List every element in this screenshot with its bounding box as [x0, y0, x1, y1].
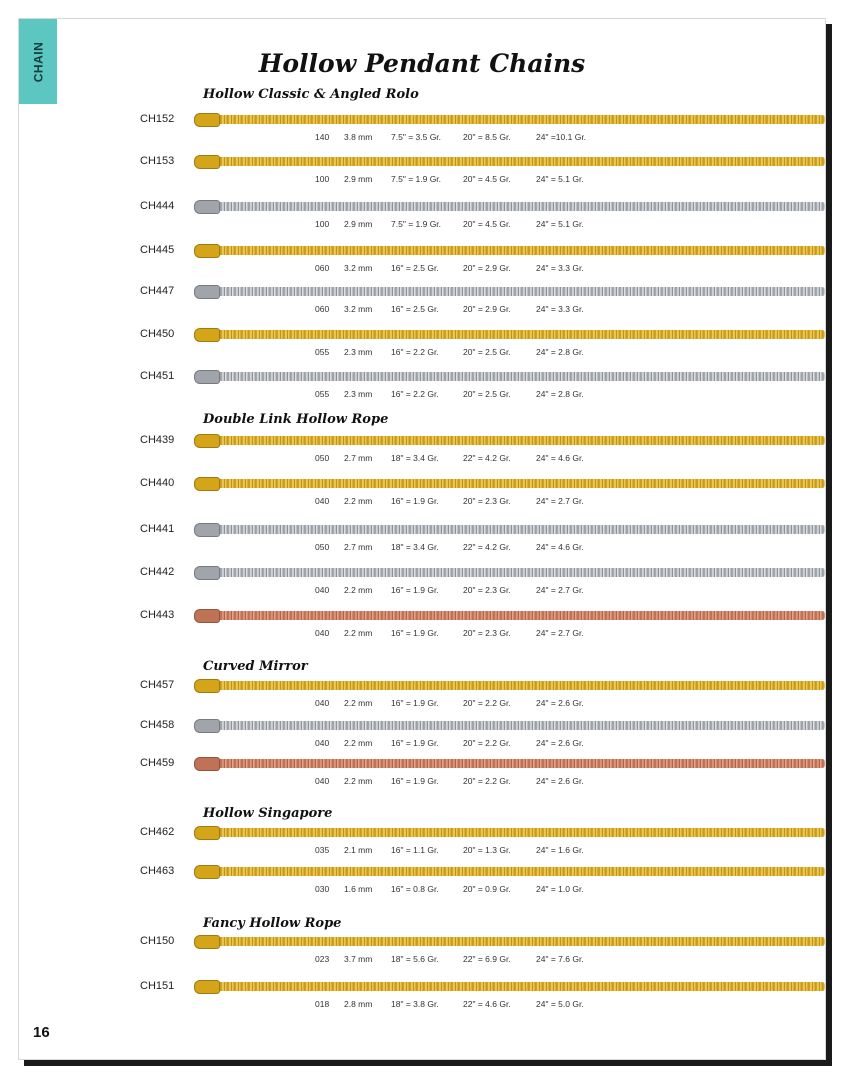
chain-spec: 040 — [315, 776, 330, 786]
chain-spec: 22" = 4.6 Gr. — [463, 999, 511, 1009]
chain-spec: 040 — [315, 496, 330, 506]
chain-spec: 16" = 2.2 Gr. — [391, 347, 439, 357]
chain-image — [197, 611, 825, 620]
chain-spec: 3.2 mm — [344, 304, 373, 314]
chain-spec: 140 — [315, 132, 330, 142]
clasp-image — [194, 477, 220, 491]
chain-code: CH457 — [140, 679, 175, 691]
chain-spec: 20" = 2.3 Gr. — [463, 496, 511, 506]
chain-spec: 2.2 mm — [344, 496, 373, 506]
chain-image — [197, 681, 825, 690]
page-number: 16 — [33, 1024, 50, 1041]
chain-spec: 2.3 mm — [344, 347, 373, 357]
chain-spec: 040 — [315, 628, 330, 638]
chain-spec: 24" = 3.3 Gr. — [536, 263, 584, 273]
section-title: Fancy Hollow Rope — [203, 916, 342, 931]
chain-image — [197, 525, 825, 534]
chain-spec: 2.9 mm — [344, 219, 373, 229]
chain-image — [197, 982, 825, 991]
section-title: Double Link Hollow Rope — [203, 412, 389, 427]
chain-code: CH153 — [140, 155, 175, 167]
chain-code: CH444 — [140, 200, 175, 212]
chain-image — [197, 330, 825, 339]
chain-spec: 040 — [315, 698, 330, 708]
chain-spec: 24" = 2.7 Gr. — [536, 585, 584, 595]
chain-spec: 16" = 1.9 Gr. — [391, 585, 439, 595]
chain-code: CH151 — [140, 980, 175, 992]
chain-spec: 24" = 2.6 Gr. — [536, 698, 584, 708]
chain-code: CH459 — [140, 757, 175, 769]
chain-spec: 16" = 1.9 Gr. — [391, 776, 439, 786]
clasp-image — [194, 679, 220, 693]
chain-spec: 18" = 3.4 Gr. — [391, 542, 439, 552]
chain-spec: 24" = 5.1 Gr. — [536, 174, 584, 184]
chain-spec: 2.2 mm — [344, 698, 373, 708]
catalog-page — [18, 18, 826, 1060]
chain-spec: 16" = 1.9 Gr. — [391, 738, 439, 748]
clasp-image — [194, 980, 220, 994]
chain-code: CH439 — [140, 434, 175, 446]
chain-spec: 24" = 7.6 Gr. — [536, 954, 584, 964]
chain-spec: 16" = 0.8 Gr. — [391, 884, 439, 894]
clasp-image — [194, 865, 220, 879]
chain-spec: 22" = 4.2 Gr. — [463, 542, 511, 552]
chain-spec: 22" = 6.9 Gr. — [463, 954, 511, 964]
chain-spec: 2.2 mm — [344, 776, 373, 786]
clasp-image — [194, 609, 220, 623]
chain-spec: 24" = 1.6 Gr. — [536, 845, 584, 855]
chain-spec: 24" = 2.7 Gr. — [536, 496, 584, 506]
chain-code: CH445 — [140, 244, 175, 256]
chain-spec: 2.3 mm — [344, 389, 373, 399]
chain-spec: 055 — [315, 389, 330, 399]
clasp-image — [194, 523, 220, 537]
chain-spec: 3.8 mm — [344, 132, 373, 142]
chain-image — [197, 721, 825, 730]
clasp-image — [194, 826, 220, 840]
chain-spec: 2.7 mm — [344, 453, 373, 463]
chain-spec: 20" = 2.2 Gr. — [463, 776, 511, 786]
chain-spec: 24" = 2.8 Gr. — [536, 389, 584, 399]
chain-spec: 20" = 4.5 Gr. — [463, 174, 511, 184]
chain-spec: 050 — [315, 453, 330, 463]
chain-code: CH451 — [140, 370, 175, 382]
chain-spec: 7.5" = 3.5 Gr. — [391, 132, 442, 142]
clasp-image — [194, 244, 220, 258]
chain-spec: 2.8 mm — [344, 999, 373, 1009]
chain-spec: 2.7 mm — [344, 542, 373, 552]
chain-spec: 18" = 3.8 Gr. — [391, 999, 439, 1009]
chain-spec: 16" = 1.9 Gr. — [391, 628, 439, 638]
chain-code: CH441 — [140, 523, 175, 535]
chain-spec: 16" = 1.9 Gr. — [391, 698, 439, 708]
chain-spec: 24" = 3.3 Gr. — [536, 304, 584, 314]
chain-spec: 20" = 2.2 Gr. — [463, 698, 511, 708]
chain-spec: 20" = 2.5 Gr. — [463, 347, 511, 357]
chain-spec: 7.5" = 1.9 Gr. — [391, 219, 442, 229]
chain-spec: 18" = 5.6 Gr. — [391, 954, 439, 964]
chain-spec: 20" = 2.3 Gr. — [463, 585, 511, 595]
clasp-image — [194, 155, 220, 169]
chain-spec: 7.5" = 1.9 Gr. — [391, 174, 442, 184]
clasp-image — [194, 566, 220, 580]
chain-spec: 24" = 4.6 Gr. — [536, 542, 584, 552]
clasp-image — [194, 719, 220, 733]
chain-spec: 22" = 4.2 Gr. — [463, 453, 511, 463]
clasp-image — [194, 285, 220, 299]
chain-image — [197, 937, 825, 946]
chain-code: CH463 — [140, 865, 175, 877]
chain-spec: 20" = 2.9 Gr. — [463, 304, 511, 314]
chain-code: CH458 — [140, 719, 175, 731]
chain-image — [197, 759, 825, 768]
clasp-image — [194, 757, 220, 771]
chain-spec: 3.2 mm — [344, 263, 373, 273]
chain-spec: 24" = 1.0 Gr. — [536, 884, 584, 894]
chain-image — [197, 115, 825, 124]
chain-image — [197, 287, 825, 296]
chain-spec: 20" = 4.5 Gr. — [463, 219, 511, 229]
chain-spec: 16" = 2.2 Gr. — [391, 389, 439, 399]
section-title: Hollow Classic & Angled Rolo — [203, 87, 419, 102]
chain-spec: 16" = 2.5 Gr. — [391, 304, 439, 314]
chain-spec: 3.7 mm — [344, 954, 373, 964]
chain-spec: 20" = 2.2 Gr. — [463, 738, 511, 748]
chain-spec: 18" = 3.4 Gr. — [391, 453, 439, 463]
chain-spec: 20" = 2.5 Gr. — [463, 389, 511, 399]
page-title: Hollow Pendant Chains — [258, 49, 586, 78]
chain-code: CH462 — [140, 826, 175, 838]
clasp-image — [194, 434, 220, 448]
chain-code: CH442 — [140, 566, 175, 578]
chain-image — [197, 246, 825, 255]
chain-image — [197, 479, 825, 488]
clasp-image — [194, 113, 220, 127]
chain-spec: 050 — [315, 542, 330, 552]
chain-spec: 24" = 2.6 Gr. — [536, 738, 584, 748]
chain-image — [197, 867, 825, 876]
chain-spec: 030 — [315, 884, 330, 894]
chain-spec: 055 — [315, 347, 330, 357]
chain-spec: 24" = 4.6 Gr. — [536, 453, 584, 463]
chain-spec: 2.9 mm — [344, 174, 373, 184]
chain-spec: 20" = 2.3 Gr. — [463, 628, 511, 638]
section-title: Hollow Singapore — [203, 806, 333, 821]
chain-spec: 24" = 5.0 Gr. — [536, 999, 584, 1009]
chain-spec: 24" = 2.6 Gr. — [536, 776, 584, 786]
chain-spec: 24" = 2.7 Gr. — [536, 628, 584, 638]
chain-spec: 20" = 2.9 Gr. — [463, 263, 511, 273]
chain-code: CH150 — [140, 935, 175, 947]
chain-spec: 20" = 0.9 Gr. — [463, 884, 511, 894]
chain-image — [197, 372, 825, 381]
chain-spec: 035 — [315, 845, 330, 855]
clasp-image — [194, 200, 220, 214]
chain-spec: 2.1 mm — [344, 845, 373, 855]
chain-image — [197, 828, 825, 837]
clasp-image — [194, 328, 220, 342]
chain-spec: 018 — [315, 999, 330, 1009]
chain-spec: 24" = 2.8 Gr. — [536, 347, 584, 357]
clasp-image — [194, 370, 220, 384]
chain-spec: 2.2 mm — [344, 628, 373, 638]
chain-spec: 20" = 8.5 Gr. — [463, 132, 511, 142]
chain-code: CH440 — [140, 477, 175, 489]
chain-image — [197, 568, 825, 577]
chain-spec: 060 — [315, 304, 330, 314]
chain-spec: 24" =10.1 Gr. — [536, 132, 587, 142]
section-title: Curved Mirror — [203, 659, 308, 674]
chain-spec: 100 — [315, 219, 330, 229]
chain-spec: 20" = 1.3 Gr. — [463, 845, 511, 855]
chain-code: CH443 — [140, 609, 175, 621]
chain-code: CH152 — [140, 113, 175, 125]
chain-spec: 100 — [315, 174, 330, 184]
chain-spec: 24" = 5.1 Gr. — [536, 219, 584, 229]
chain-spec: 16" = 2.5 Gr. — [391, 263, 439, 273]
chain-image — [197, 436, 825, 445]
chain-spec: 16" = 1.1 Gr. — [391, 845, 439, 855]
chain-image — [197, 202, 825, 211]
chain-code: CH450 — [140, 328, 175, 340]
chain-spec: 023 — [315, 954, 330, 964]
chain-spec: 040 — [315, 738, 330, 748]
chain-spec: 16" = 1.9 Gr. — [391, 496, 439, 506]
chain-spec: 040 — [315, 585, 330, 595]
section-tab-label: CHAIN — [31, 41, 45, 82]
chain-spec: 2.2 mm — [344, 738, 373, 748]
chain-code: CH447 — [140, 285, 175, 297]
clasp-image — [194, 935, 220, 949]
chain-image — [197, 157, 825, 166]
chain-spec: 060 — [315, 263, 330, 273]
chain-spec: 1.6 mm — [344, 884, 373, 894]
chain-spec: 2.2 mm — [344, 585, 373, 595]
